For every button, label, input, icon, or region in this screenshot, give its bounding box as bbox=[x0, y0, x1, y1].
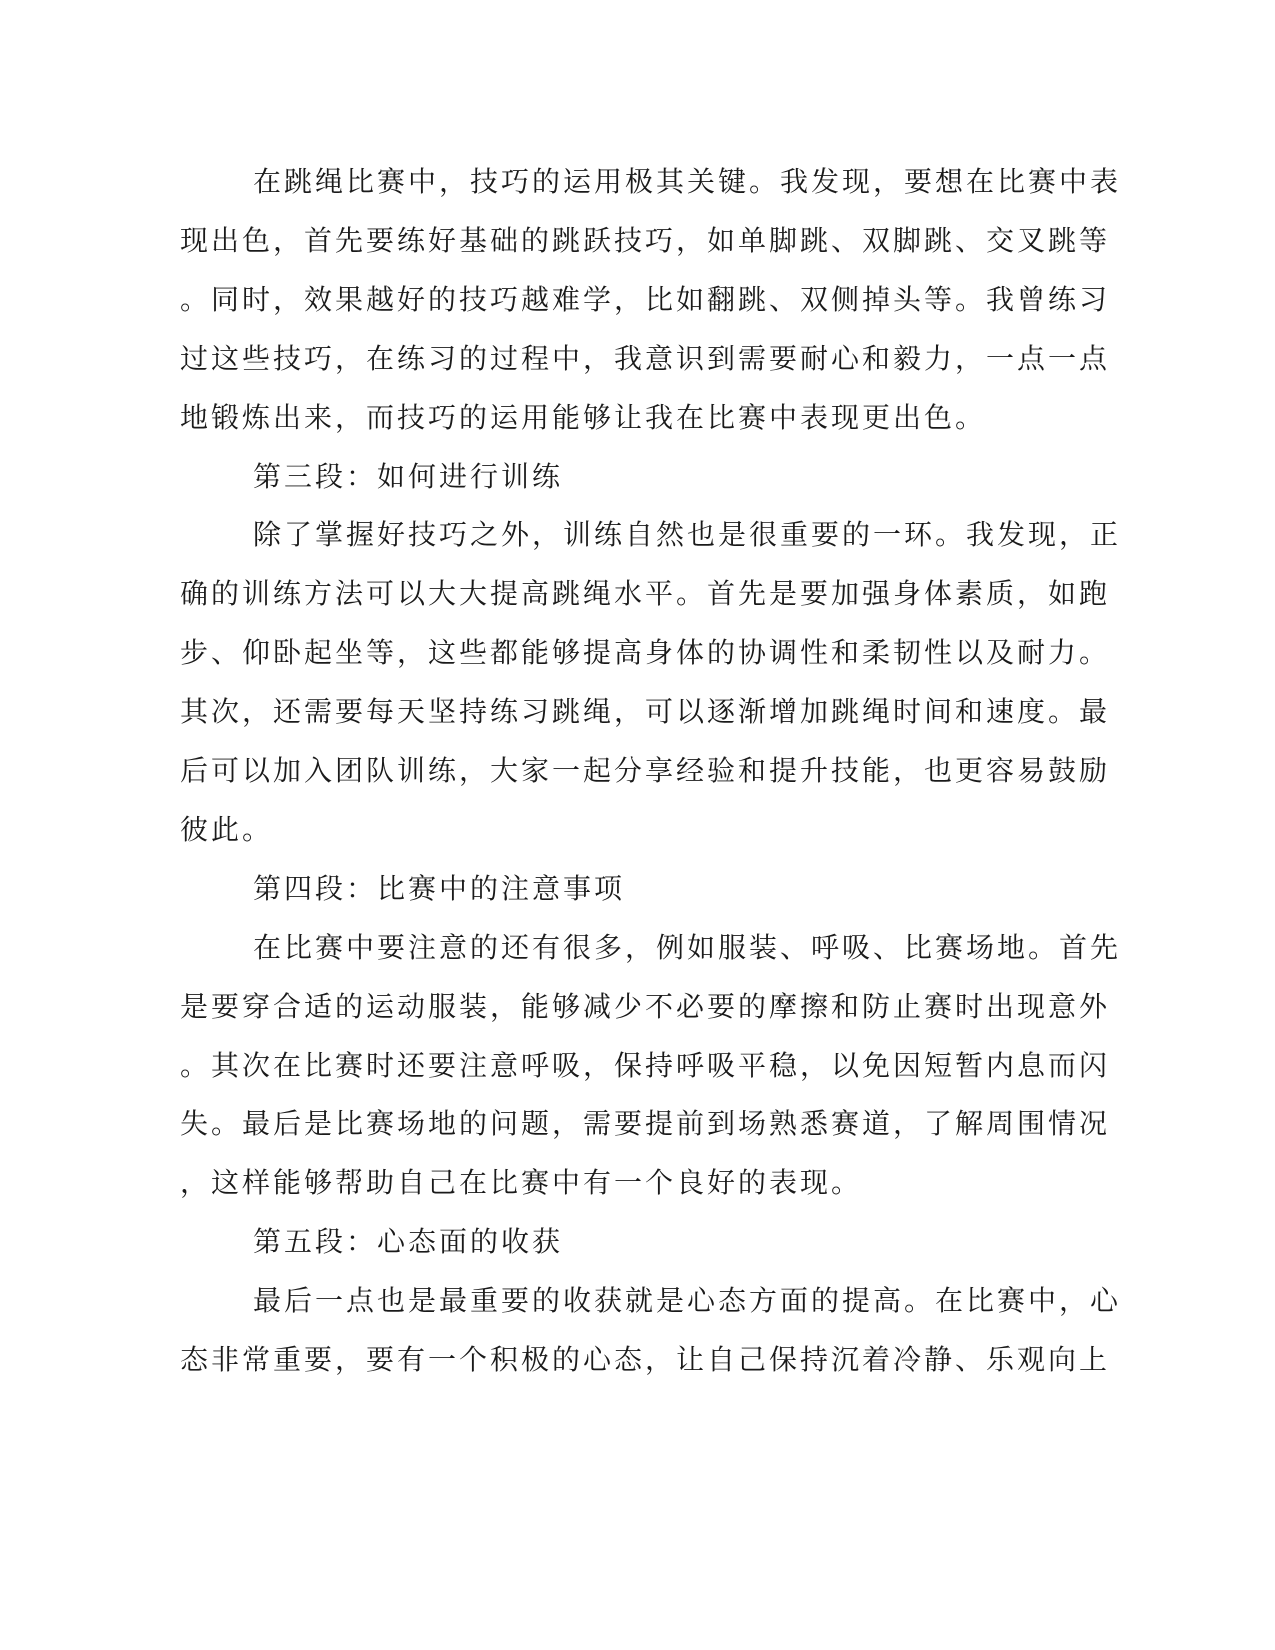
paragraph-line: 。同时，效果越好的技巧越难学，比如翻跳、双侧掉头等。我曾练习 bbox=[180, 283, 1111, 316]
paragraph-line: 是要穿合适的运动服装，能够减少不必要的摩擦和防止赛时出现意外 bbox=[180, 990, 1111, 1023]
paragraph-first-line: 在跳绳比赛中，技巧的运用极其关键。我发现，要想在比赛中表 bbox=[253, 165, 1122, 198]
paragraph-line: 后可以加入团队训练，大家一起分享经验和提升技能，也更容易鼓励 bbox=[180, 754, 1111, 787]
paragraph-line: 其次，还需要每天坚持练习跳绳，可以逐渐增加跳绳时间和速度。最 bbox=[180, 695, 1111, 728]
paragraph-line: 彼此。 bbox=[180, 813, 274, 846]
paragraph-line: 步、仰卧起坐等，这些都能够提高身体的协调性和柔韧性以及耐力。 bbox=[180, 636, 1111, 669]
paragraph-line: 现出色，首先要练好基础的跳跃技巧，如单脚跳、双脚跳、交叉跳等 bbox=[180, 224, 1111, 257]
paragraph-line: 确的训练方法可以大大提高跳绳水平。首先是要加强身体素质，如跑 bbox=[180, 577, 1111, 610]
paragraph-first-line: 在比赛中要注意的还有很多，例如服装、呼吸、比赛场地。首先 bbox=[253, 931, 1122, 964]
paragraph-first-line: 第三段：如何进行训练 bbox=[253, 460, 564, 493]
paragraph-line: 。其次在比赛时还要注意呼吸，保持呼吸平稳，以免因短暂内息而闪 bbox=[180, 1049, 1111, 1082]
paragraph-line: 态非常重要，要有一个积极的心态，让自己保持沉着冷静、乐观向上 bbox=[180, 1343, 1111, 1376]
paragraph-line: 地锻炼出来，而技巧的运用能够让我在比赛中表现更出色。 bbox=[180, 401, 987, 434]
paragraph-first-line: 第四段：比赛中的注意事项 bbox=[253, 872, 626, 905]
paragraph-line: ，这样能够帮助自己在比赛中有一个良好的表现。 bbox=[180, 1166, 863, 1199]
paragraph-first-line: 第五段：心态面的收获 bbox=[253, 1225, 564, 1258]
paragraph-line: 失。最后是比赛场地的问题，需要提前到场熟悉赛道，了解周围情况 bbox=[180, 1107, 1111, 1140]
paragraph-line: 过这些技巧，在练习的过程中，我意识到需要耐心和毅力，一点一点 bbox=[180, 342, 1111, 375]
paragraph-first-line: 最后一点也是最重要的收获就是心态方面的提高。在比赛中，心 bbox=[253, 1284, 1122, 1317]
paragraph-first-line: 除了掌握好技巧之外，训练自然也是很重要的一环。我发现，正 bbox=[253, 518, 1122, 551]
